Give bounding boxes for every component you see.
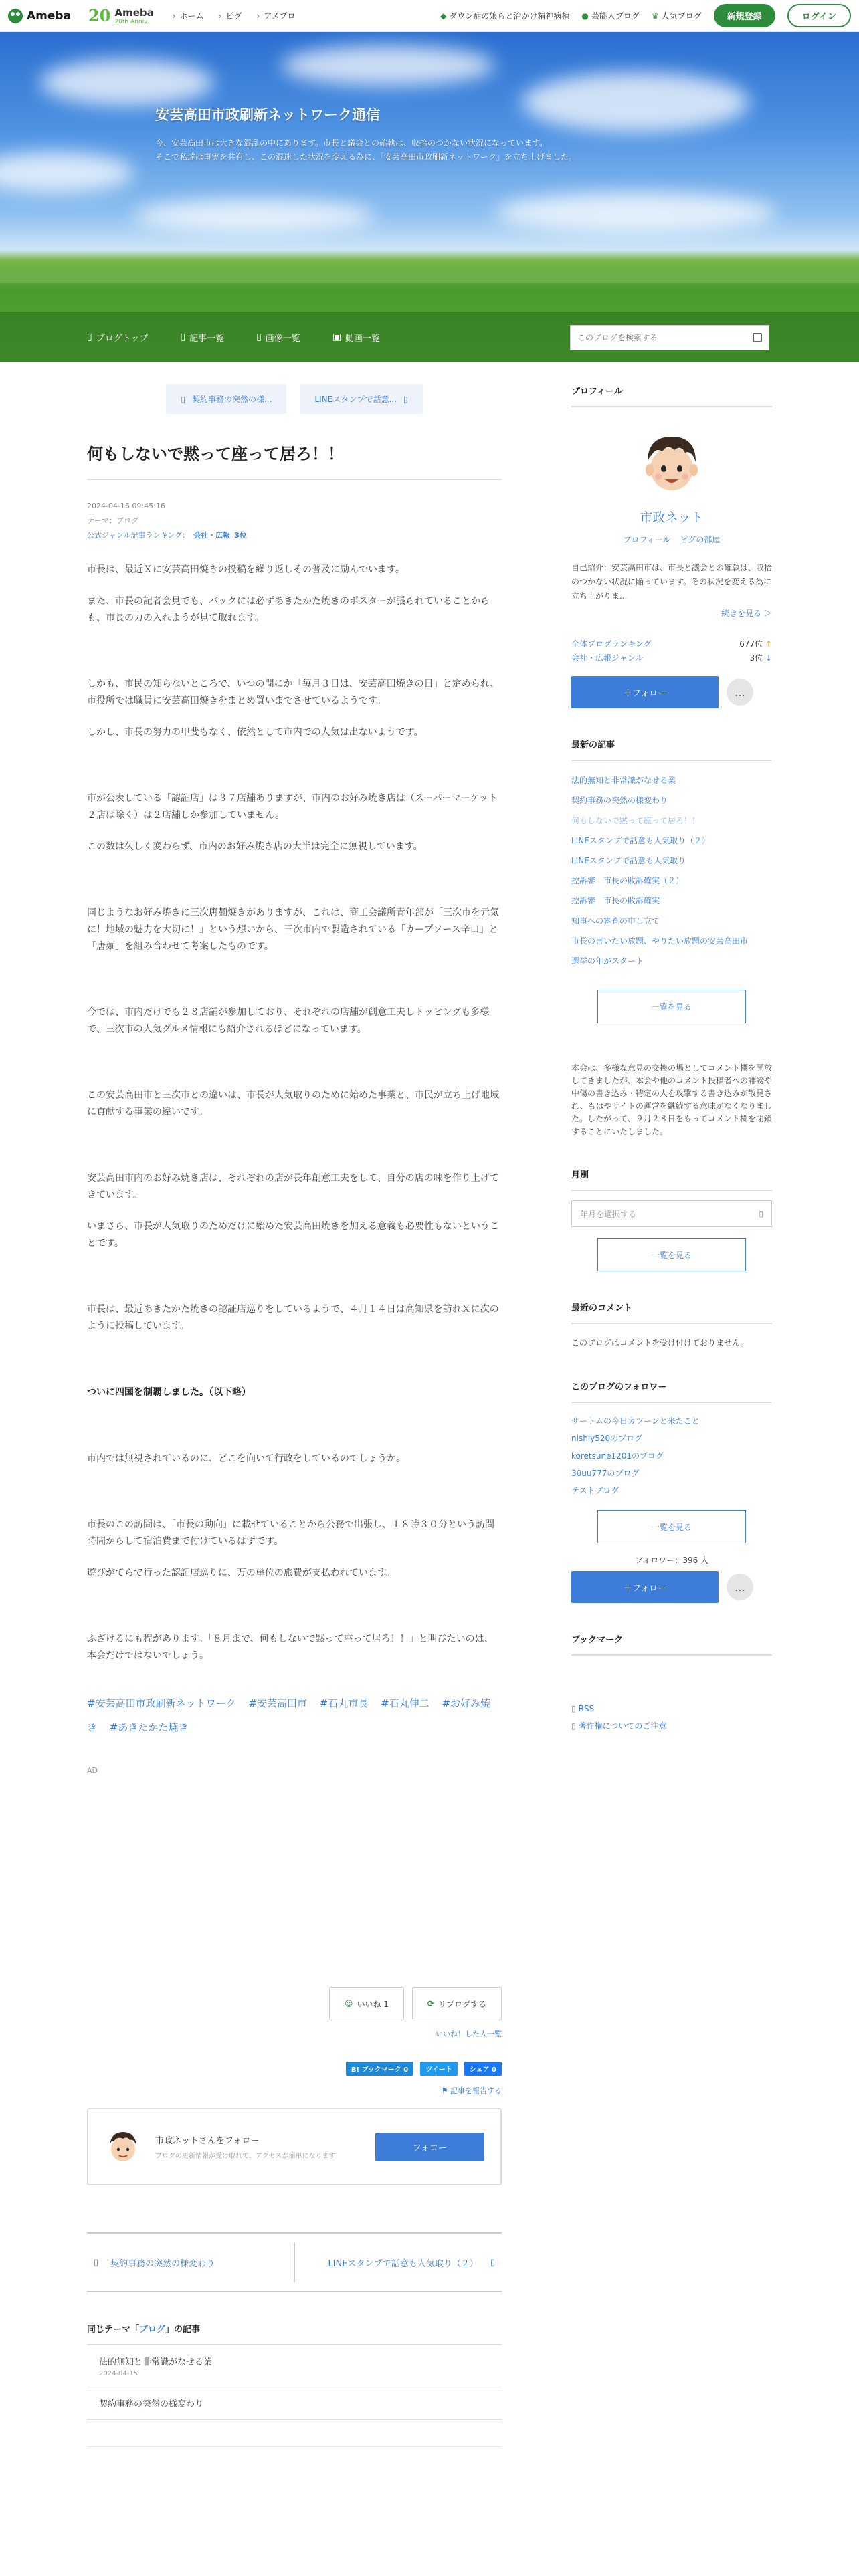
ranking-label: 公式ジャンル記事ランキング： <box>87 531 190 540</box>
bookmark-section <box>571 1632 772 1735</box>
chevron-right-icon: ▯ <box>403 394 408 404</box>
ranking-row-label[interactable]: 全体ブログランキング <box>571 639 652 649</box>
month-list-button[interactable]: 一覧を見る <box>597 1238 746 1271</box>
sidebar-follow-row-2 <box>571 1571 772 1603</box>
anniversary-sub: 20th Anniv. <box>114 18 149 25</box>
next-entry-label: LINEスタンプで話意も人気取り（２） <box>328 2258 478 2269</box>
same-theme-heading <box>87 2322 502 2345</box>
blog-nav-bar <box>0 312 859 362</box>
rss-link[interactable]: ▯ RSS <box>571 1700 772 1717</box>
same-theme-post: 」の記事 <box>165 2325 201 2335</box>
global-header <box>0 0 859 32</box>
followers-section <box>571 1380 772 1603</box>
crown-icon: ♛ <box>651 11 659 21</box>
main-column <box>87 384 502 2453</box>
smile-icon: ☺ <box>344 1999 353 2008</box>
profile-intro: 自己紹介：安芸高田市は、市長と議会との確執は、収拾のつかない状況に陥っています。その状況を変える為に立ち上がりま... <box>571 563 773 601</box>
follower-item[interactable]: サートムの今日カツーンと来たこと <box>571 1416 700 1426</box>
entry-paragraph: しかし、市長の努力の甲斐もなく、依然として市内での人気は出ないようです。 <box>87 727 423 738</box>
ranking-box <box>571 637 772 665</box>
hashtag[interactable]: #お好み焼き <box>87 1697 491 1733</box>
entry-body <box>87 562 502 1665</box>
hashtag[interactable]: #あきたかた焼き <box>109 1721 189 1733</box>
recent-entries-section <box>571 738 772 1023</box>
cloud-decoration <box>0 152 134 193</box>
nav-home[interactable]: › ホーム <box>173 10 204 21</box>
ranking-row-value-wrap <box>739 637 772 651</box>
follower-item[interactable]: 30uu777のブログ <box>571 1469 640 1478</box>
blog-description <box>155 136 664 165</box>
profile-heading: プロフィール <box>571 384 772 407</box>
like-count: 1 <box>383 1999 389 2009</box>
global-nav <box>173 10 296 21</box>
like-button[interactable] <box>329 1987 404 2020</box>
month-select[interactable] <box>571 1200 772 1227</box>
entry-theme[interactable]: テーマ：ブログ <box>87 516 138 525</box>
arrow-down-icon: ↓ <box>765 653 772 663</box>
chevron-right-icon: ▯ <box>490 2257 495 2268</box>
like-list-link[interactable]: いいね！した人一覧 <box>436 2030 502 2038</box>
follower-item[interactable]: テストブログ <box>571 1486 619 1495</box>
divider <box>87 2446 502 2453</box>
more-options-icon[interactable]: … <box>727 1574 753 1600</box>
entry-actions <box>87 1987 502 2020</box>
recent-entry[interactable]: LINEスタンプで話意も人気取り（２） <box>571 836 710 845</box>
recent-list-button[interactable]: 一覧を見る <box>597 990 746 1023</box>
next-entry-link-bottom[interactable] <box>294 2242 502 2282</box>
entry-paragraph: 市内では無視されているのに、どこを向いて行政をしているのでしょうか。 <box>87 1453 405 1464</box>
pigg-room-link[interactable]: ピグの部屋 <box>680 535 721 544</box>
reblog-label: リブログする <box>438 1999 486 2009</box>
recent-entry-current[interactable]: 何もしないで黙って座って居ろ！！ <box>571 816 700 825</box>
video-icon: ▣ <box>332 332 342 342</box>
profile-name[interactable]: 市政ネット <box>640 510 704 525</box>
cloud-decoration <box>40 59 214 106</box>
arrow-up-icon: ↑ <box>765 639 772 649</box>
ranking-row-value-wrap <box>749 651 772 665</box>
entry-paragraph: 市が公表している「認証店」は３７店舗ありますが、市内のお好み焼き店は（スーパーマーケット２店は除く）は２店舗しか参加していません。 <box>87 793 498 821</box>
ameba-logo[interactable] <box>8 9 71 23</box>
tab-label: 画像一覧 <box>265 333 300 344</box>
next-entry-link[interactable] <box>300 384 422 414</box>
recent-entry[interactable]: 控訴審 市長の敗訴確実 <box>571 896 660 905</box>
blog-description-line: 今、安芸高田市は大きな混乱の中にあります。市長と議会との確執は、収拾のつかない状況になっています。 <box>155 138 548 148</box>
sidebar-follow-button[interactable]: ＋フォロー <box>571 676 719 708</box>
entry-paragraph: しかも、市民の知らないところで、いつの間にか「毎月３日は、安芸高田焼きの日」と定められ、市役所では職員に安芸高田焼きをまとめ買いまでさせているようです。 <box>87 679 500 706</box>
month-select-placeholder: 年月を選択する <box>580 1209 637 1219</box>
follow-box-text <box>155 2133 336 2160</box>
list-icon: ▯ <box>180 332 186 342</box>
entry-date: 2024-04-16 09:45:16 <box>87 502 165 510</box>
recent-entries-list <box>571 770 772 971</box>
profile-links <box>571 534 772 545</box>
ranking-row-label[interactable]: 会社・広報ジャンル <box>571 653 644 663</box>
recent-entry[interactable]: 契約事務の突然の様変わり <box>571 796 668 805</box>
tab-entry-list[interactable] <box>180 331 224 344</box>
recent-entry[interactable]: 知事への審査の申し立て <box>571 916 660 926</box>
entry-paragraph: ふざけるにも程があります。「８月まで、何もしないで黙って座って居ろ！！」と叫びたいのは、本会だけではないでしょう。 <box>87 1634 494 1661</box>
entry-paragraph: 市長のこの訪問は、「市長の動向」に載せていることから公務で出張し、１８時３０分という訪問時間からして宿泊費まで付けているはずです。 <box>87 1519 494 1547</box>
grass-decoration <box>0 270 859 283</box>
profile-link[interactable]: プロフィール <box>623 535 671 544</box>
ranking-genre: 会社・広報 <box>193 531 231 540</box>
tab-blog-top[interactable] <box>87 331 148 344</box>
bookmark-heading: ブックマーク <box>571 1632 772 1656</box>
dropdown-icon: ▯ <box>759 1209 763 1218</box>
next-entry-label: LINEスタンプで話意... <box>314 395 397 404</box>
cloud-decoration <box>281 45 495 86</box>
reblog-button[interactable] <box>412 1987 502 2020</box>
same-theme-item[interactable] <box>87 2387 502 2420</box>
featured-blog-link[interactable] <box>440 10 569 21</box>
follower-count: フォロワー：396 人 <box>634 1555 709 1565</box>
cloud-decoration <box>495 193 776 233</box>
monthly-heading: 月別 <box>571 1168 772 1191</box>
bookmark-list <box>571 1700 772 1735</box>
recent-entry[interactable]: LINEスタンプで話意も人気取り <box>571 856 686 865</box>
chevron-left-icon: ▯ <box>181 394 185 404</box>
anniversary-20-icon: 20 <box>88 6 111 25</box>
follow-box-button[interactable]: フォロー <box>375 2133 484 2161</box>
entry-paragraph: 市長は、最近あきたかた焼きの認証店巡りをしているようで、４月１４日は高知県を訪れＸに次のように投稿しています。 <box>87 1304 499 1331</box>
blog-search-input[interactable] <box>577 333 753 342</box>
pager-bottom <box>87 2232 502 2292</box>
follow-box <box>87 2108 502 2185</box>
hashtag[interactable]: #石丸伸二 <box>381 1697 430 1709</box>
header-right <box>440 4 851 27</box>
blog-tabs <box>87 331 380 344</box>
hashtag-list <box>87 1691 502 1739</box>
ranking-row-value: 3位 <box>749 653 763 663</box>
login-button[interactable]: ログイン <box>787 4 851 27</box>
tab-label: 動画一覧 <box>345 333 381 344</box>
ameba-frog-icon <box>8 9 23 23</box>
sidebar-follow-button-2[interactable]: ＋フォロー <box>571 1571 719 1603</box>
copyright-notice-link[interactable]: ▯ 著作権についてのご注意 <box>571 1717 772 1735</box>
follow-box-title: 市政ネットさんをフォロー <box>155 2136 260 2146</box>
followers-list <box>571 1412 772 1499</box>
search-icon[interactable] <box>753 333 762 342</box>
entry-paragraph: 安芸高田市内のお好み焼き店は、それぞれの店が長年創意工夫をして、自分の店の味を作り上げてきています。 <box>87 1173 499 1200</box>
popular-blog-link[interactable] <box>652 10 702 21</box>
ad-label: AD <box>87 1766 98 1775</box>
same-theme-item-title: 契約事務の突然の様変わり <box>99 2399 204 2409</box>
hashtag[interactable]: #安芸高田市政刷新ネットワーク <box>87 1697 236 1709</box>
recent-comments-text: このブログはコメントを受け付けておりません。 <box>571 1338 749 1348</box>
report-entry-link[interactable] <box>87 2085 502 2096</box>
prev-entry-link-bottom[interactable] <box>87 2242 294 2282</box>
blog-search <box>570 325 769 350</box>
person-icon: ● <box>581 11 589 21</box>
prev-entry-link[interactable] <box>166 384 286 414</box>
comment-notice: 本会は、多様な意見の交換の場としてコメント欄を開放してきましたが、本会や他のコメント投稿者への誹謗や中傷の書き込み・特定の人を攻撃する書き込みが散見され、もはやサイトの運営を継続する意味がなくなりました。したがって、９月２８日をもってコメント欄を閉鎖することにいたしました。 <box>571 1063 773 1136</box>
pager-top <box>87 384 502 414</box>
content-wrap <box>87 362 772 2453</box>
sidebar <box>571 384 772 2453</box>
recent-comments-heading: 最近のコメント <box>571 1301 772 1324</box>
home-icon: ▯ <box>87 332 92 342</box>
hatena-bookmark-button[interactable]: B! ブックマーク 0 <box>346 2062 413 2076</box>
share-buttons <box>87 2062 502 2076</box>
ranking-position: 3位 <box>234 531 247 540</box>
profile-more-link[interactable]: 続きを見る ＞ <box>721 609 772 618</box>
register-button[interactable]: 新規登録 <box>714 4 775 27</box>
nav-amepro[interactable]: › アメプロ <box>256 10 295 21</box>
same-theme-link[interactable]: ブログ <box>139 2325 166 2335</box>
profile-avatar-wrap <box>571 431 772 498</box>
chevron-left-icon: ▯ <box>94 2257 99 2268</box>
entry-paragraph: この安芸高田市と三次市との違いは、市長が人気取りのために始めた事業と、市民が立ち上げ地域に貢献する事業の違いです。 <box>87 1090 499 1117</box>
tab-label: ブログトップ <box>96 333 149 344</box>
celebrity-blog-label: 芸能人ブログ <box>591 11 640 21</box>
more-options-icon[interactable]: … <box>727 679 753 706</box>
entry-quote: ついに四国を制覇しました。（以下略） <box>87 1387 251 1398</box>
entry-paragraph: 同じようなお好み焼きに三次唐麺焼きがありますが、これは、商工会議所青年部が「三次市を元気に！地域の魅力を大切に！」という想いから、三次市内で製造されている「カープソース辛口」と「唐麺」を組み合わせて考案したものです。 <box>87 907 499 952</box>
same-theme-item-date: 2024-04-15 <box>99 2370 138 2377</box>
monthly-archive-section <box>571 1168 772 1271</box>
anniversary-brand: Ameba <box>114 6 154 19</box>
blog-title[interactable]: 安芸高田市政刷新ネットワーク通信 <box>155 107 380 123</box>
entry-ranking[interactable] <box>87 528 502 543</box>
avatar-icon <box>104 2128 142 2165</box>
popular-blog-label: 人気ブログ <box>661 11 702 21</box>
entry-paragraph: いまさら、市長が人気取りのためだけに始めた安芸高田焼きを加える意義も必要性もないということです。 <box>87 1221 499 1249</box>
recent-entry[interactable]: 法的無知と非常識がなせる業 <box>571 776 676 785</box>
tab-image-list[interactable] <box>256 331 300 344</box>
recent-comments-section <box>571 1301 772 1350</box>
ranking-row <box>571 651 772 665</box>
hashtag[interactable]: #安芸高田市 <box>248 1697 307 1709</box>
recent-entry[interactable]: 選挙の年がスタート <box>571 956 644 966</box>
ranking-row <box>571 637 772 651</box>
entry-paragraph: 遊びがてらで行った認証店巡りに、万の単位の旅費が支払われています。 <box>87 1568 395 1578</box>
cloud-decoration <box>134 199 375 233</box>
entry-paragraph: この数は久しく変わらず、市内のお好み焼き店の大半は完全に無視しています。 <box>87 841 423 852</box>
like-text <box>357 1998 388 2010</box>
prev-entry-label: 契約事務の突然の様... <box>191 395 272 404</box>
anniversary-text <box>114 7 153 25</box>
tab-video-list[interactable] <box>332 331 380 344</box>
entry-title: 何もしないで黙って座って居ろ！！ <box>87 441 502 480</box>
entry-paragraph: また、市長の記者会見でも、バックには必ずあきたかた焼きのポスターが張られていることからも、市長の力の入れようが見て取れます。 <box>87 596 490 623</box>
sidebar-follow-row <box>571 676 772 708</box>
entry-meta <box>87 499 502 543</box>
like-label: いいね <box>357 1999 381 2009</box>
ranking-row-value: 677位 <box>739 639 763 649</box>
same-theme-list <box>87 2345 502 2420</box>
hashtag[interactable]: #石丸市長 <box>319 1697 369 1709</box>
blog-header-hero <box>0 32 859 362</box>
followers-heading: このブログのフォロワー <box>571 1380 772 1403</box>
same-theme-item[interactable] <box>87 2345 502 2387</box>
reblog-icon: ⟳ <box>427 1999 434 2008</box>
report-label: 記事を報告する <box>450 2086 502 2095</box>
recent-entries-heading: 最新の記事 <box>571 738 772 761</box>
followers-list-button[interactable]: 一覧を見る <box>597 1510 746 1543</box>
ad-slot <box>87 1766 502 1987</box>
recent-entry[interactable]: 市長の言いたい放題、やりたい放題の安芸高田市 <box>571 936 749 946</box>
follower-item[interactable]: nishiy520のブログ <box>571 1434 643 1443</box>
follow-box-sub: ブログの更新情報が受け取れて、アクセスが簡単になります <box>155 2153 336 2160</box>
ameba-logo-text: Ameba <box>27 9 72 23</box>
same-theme-item-title: 法的無知と非常識がなせる業 <box>99 2357 213 2367</box>
tweet-button[interactable]: ツイート <box>420 2062 458 2076</box>
diamond-icon: ◆ <box>440 11 447 21</box>
follower-item[interactable]: koretsune1201のブログ <box>571 1451 664 1461</box>
same-theme-pre: 同じテーマ「 <box>87 2325 140 2335</box>
featured-blog-label: ダウン症の娘らと治かけ精神病棟 <box>449 11 570 21</box>
prev-entry-label: 契約事務の突然の様変わり <box>110 2258 215 2269</box>
flag-icon: ⚑ <box>441 2086 450 2095</box>
nav-pigg[interactable]: › ピグ <box>219 10 242 21</box>
facebook-share-button[interactable]: シェア 0 <box>464 2062 502 2076</box>
blog-description-line: そこで私達は事実を共有し、この混迷した状況を変える為に、「安芸高田市政刷新ネットワーク」を立ち上げました。 <box>155 152 577 162</box>
tab-label: 記事一覧 <box>189 333 225 344</box>
celebrity-blog-link[interactable] <box>581 10 640 21</box>
anniversary-logo[interactable] <box>88 6 154 25</box>
recent-entry[interactable]: 控訴審 市長の敗訴確実（２） <box>571 876 684 885</box>
entry-paragraph: 市長は、最近Ｘに安芸高田焼きの投稿を繰り返しその普及に励んでいます。 <box>87 564 405 575</box>
entry-paragraph: 今では、市内だけでも２８店舗が参加しており、それぞれの店舗が創意工夫しトッピングも多様で、三次市の人気グルメ情報にも紹介されるほどになっています。 <box>87 1007 490 1035</box>
image-icon: ▯ <box>256 332 262 342</box>
cloud-decoration <box>522 72 749 132</box>
profile-avatar[interactable] <box>638 431 705 498</box>
